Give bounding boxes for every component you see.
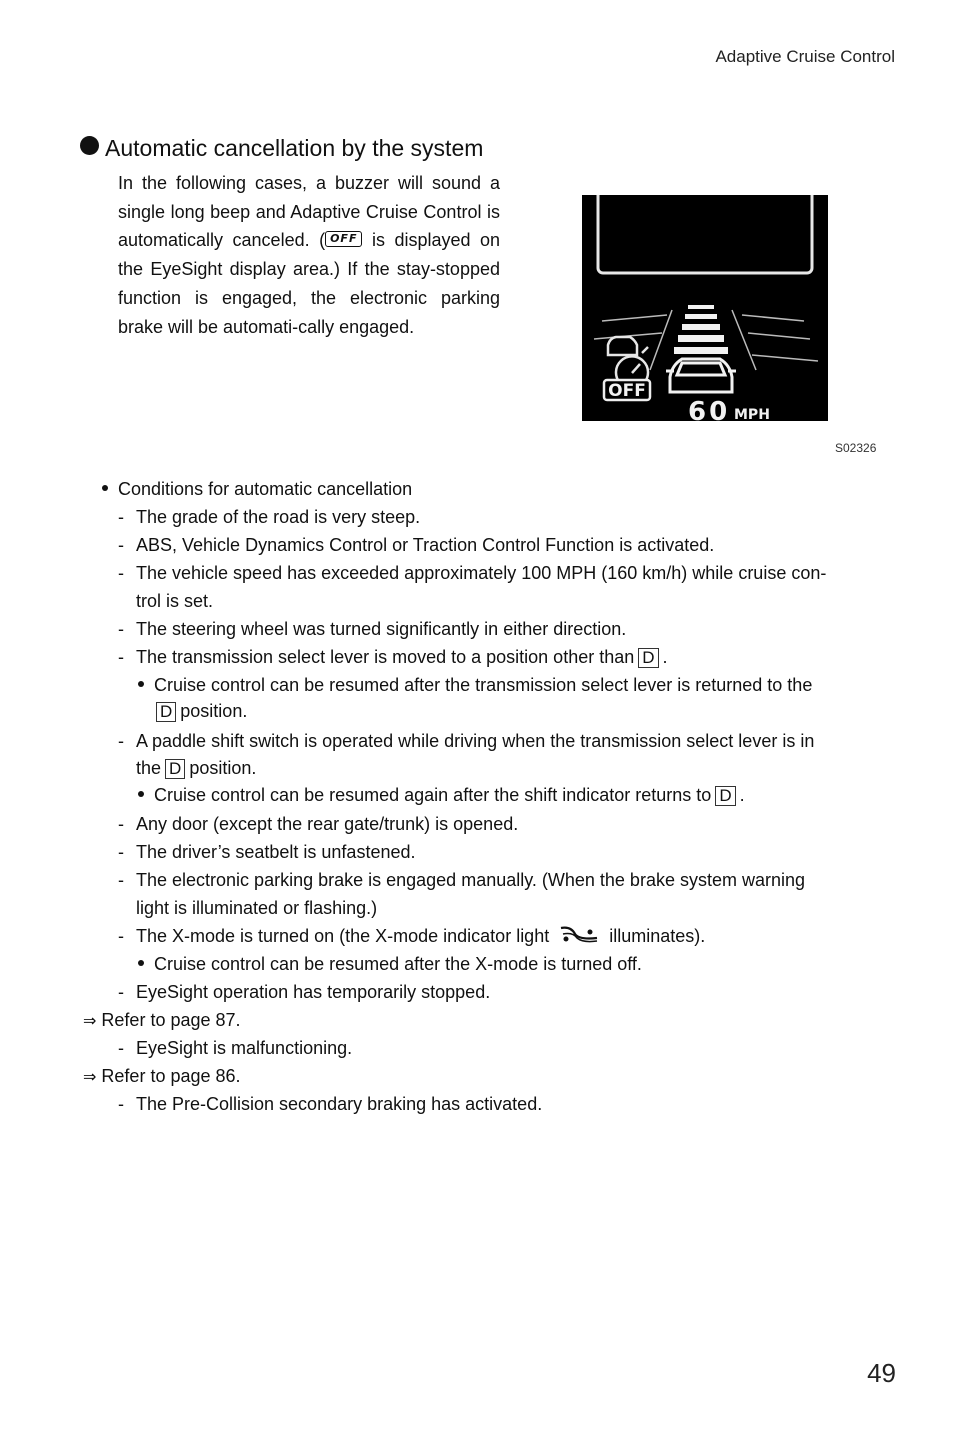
sub-bullet-continuation: D position. [152, 699, 247, 723]
page-number: 49 [867, 1358, 896, 1388]
list-item: - EyeSight is malfunctioning. [118, 1038, 353, 1058]
d-position-symbol: D [715, 786, 735, 806]
page-reference: ⇒ Refer to page 87. [83, 1010, 241, 1030]
eyesight-display-figure [582, 195, 828, 421]
list-item: - ABS, Vehicle Dynamics Control or Traction Control Function is activated. [118, 535, 715, 555]
list-item: - The electronic parking brake is engaged manually. (When the brake system warning [118, 870, 806, 890]
x-mode-indicator-icon [557, 924, 601, 950]
list-item: - The Pre-Collision secondary braking has activated. [118, 1094, 543, 1114]
list-item: - A paddle shift switch is operated while driving when the transmission select lever is in [118, 731, 815, 751]
list-item: - EyeSight operation has temporarily stopped. [118, 982, 491, 1002]
running-header: Adaptive Cruise Control [715, 47, 895, 66]
figure-speed-unit: MPH [734, 407, 770, 421]
bullet-icon [138, 960, 144, 966]
list-item-continuation: the D position. [136, 758, 257, 778]
sub-bullet-item: Cruise control can be resumed after the X-mode is turned off. [138, 952, 642, 976]
intro-text-1: In the following cases, a buzzer will sound a single long beep and Adaptive Cruise Control is automatically canceled. ( [118, 173, 500, 251]
arrow-right-icon: ⇒ [83, 1067, 97, 1086]
intro-paragraph [118, 169, 500, 341]
list-item: - Any door (except the rear gate/trunk) is opened. [118, 814, 519, 834]
eyesight-display-illustration [582, 195, 828, 421]
d-position-symbol: D [165, 759, 185, 779]
section-heading [80, 135, 483, 162]
figure-off-text: OFF [608, 381, 646, 401]
section-bullet-icon [80, 136, 99, 155]
sub-bullet-item: Cruise control can be resumed again after the shift indicator returns to D . [138, 783, 745, 807]
list-item: - The X-mode is turned on (the X-mode indicator light illuminates). [118, 924, 705, 950]
list-item: - The grade of the road is very steep. [118, 507, 421, 527]
figure-speed-value: 60 [688, 397, 731, 421]
bullet-icon [138, 791, 144, 797]
sub-bullet-item: Cruise control can be resumed after the transmission select lever is returned to the [138, 673, 812, 697]
list-item: - The steering wheel was turned significantly in either direction. [118, 619, 627, 639]
list-item: - The vehicle speed has exceeded approximately 100 MPH (160 km/h) while cruise con- [118, 563, 827, 583]
list-item-continuation: light is illuminated or flashing.) [136, 898, 378, 918]
intro-text-2: is displayed on the EyeSight display area.) If the stay-stopped function is engaged, the electronic parking brake will be automati-cally engaged. [118, 230, 500, 337]
arrow-right-icon: ⇒ [83, 1011, 97, 1030]
bullet-icon [138, 681, 144, 687]
section-title: Automatic cancellation by the system [105, 135, 484, 161]
conditions-heading: Conditions for automatic cancellation [102, 477, 412, 501]
figure-code-label: S02326 [835, 441, 877, 455]
page-reference: ⇒ Refer to page 86. [83, 1066, 241, 1086]
bullet-icon [102, 485, 108, 491]
d-position-symbol: D [638, 648, 658, 668]
list-item: - The driver’s seatbelt is unfastened. [118, 842, 416, 862]
list-item: - The transmission select lever is moved to a position other than D . [118, 647, 668, 667]
list-item-continuation: trol is set. [136, 591, 214, 611]
off-indicator-icon: OFF [325, 231, 362, 247]
d-position-symbol: D [156, 702, 176, 722]
